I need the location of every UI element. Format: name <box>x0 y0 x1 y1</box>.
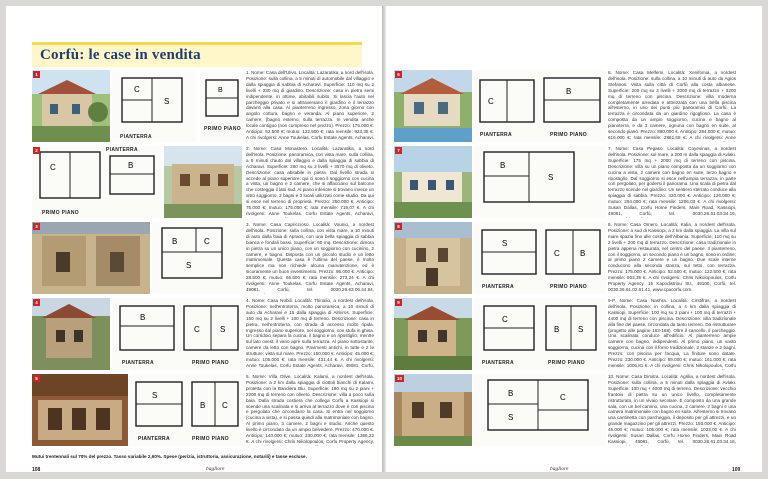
right-page <box>386 6 762 472</box>
plan-label-first: PRIMO PIANO <box>548 360 585 366</box>
listing-description: 9-P. Nome: Casa Nashra. Località: Cirstifras, a nordest dell'isola. Posizione: in collina, a 4 km dalla spiaggia di Kassiopi. Superficie: 100 mq su 2 piani + 100 mq di terrazzi + 4400 mq di terreno con piscina. Descrizione: villa tradizionale alla fine del paese, circondata da tanto terreno. Da ristrutturare (progetto alle pagine 163-168). Oltre il cancello, il parcheggio. Una scalinata conduce all'edificio. Al pianterreno ampie camere con bagno, indipendenti. Al primo piano, un vasto soggiorno, cucina con il forno tradizionale, 2 stanze e 2 bagni. Prezzo: con piscina per l'acqua, La finiture sono datate. Prezzo: 230.000 €. Anticipo: 69.000 €; mutuo: 161.000 €; rata mensile: 1006,81 €. A chi rivolgersi: Chris Nikolopoulos, Corfu <box>608 298 736 368</box>
listing-description: 8. Nome: Casa Omero. Località: Kalia, a nordest dell'isola. Posizione: a sud di Kassiopi, a 2 km dalla spiaggia. La villa sul mare spazia fino alle coste dell'Albania. Superficie: 110 mq su 2 livelli + 200 mq di terrazzo. Descrizione: casa tradizionale in pietra appena restaurata, nel centro del paese. Il pianterreno, con il soggiorno, un secondo piano e un bagno, sono in ordine; al primo piano 2 camere e un bagno. Due scale interne conducono alla seconda stanza, sul tetto, con terrazza. Prezzo: 175.000 €. Anticipo: 52.500 €; mutuo: 122.500 €; rata mensile: 503,35 €. A chi rivolgersi: Chris Nikolopoulos, Corfu Property Agency, 15 Kapodistriou Str., 49100, Corfù, tel. 0030.26.61.02.61.41, www.cpacorfu.com. <box>608 222 736 292</box>
listing-1 <box>32 70 376 142</box>
plan-label-ground: PIANTERRA <box>122 360 154 366</box>
listing-number-badge: 4 <box>33 299 40 306</box>
floor-plan-ground <box>474 374 606 446</box>
svg-text:B: B <box>554 325 560 334</box>
floor-plan-ground <box>112 298 244 370</box>
page-number-right: 109 <box>732 467 741 472</box>
house-photo <box>394 298 472 370</box>
listing-9 <box>394 298 738 370</box>
svg-text:B: B <box>200 401 206 410</box>
page-title: Corfù: le case in vendita <box>40 47 201 63</box>
floor-plan-ground <box>474 298 606 370</box>
plan-label-first: PRIMO PIANO <box>42 210 79 216</box>
svg-text:B: B <box>580 249 586 258</box>
svg-text:S: S <box>508 413 514 422</box>
floor-plan-ground <box>130 374 244 446</box>
floor-plan-ground <box>474 222 606 294</box>
svg-text:C: C <box>204 237 210 246</box>
listing-6 <box>394 70 738 142</box>
plan-label-ground: PIANTERRA <box>482 284 514 290</box>
plan-label-first: PRIMO PIANO <box>204 126 241 132</box>
house-photo <box>394 70 472 142</box>
left-page <box>6 6 382 472</box>
listing-5 <box>32 374 376 446</box>
svg-text:B: B <box>218 87 223 94</box>
listing-description: 10. Nome: Casa Dimitra. Località: Agrilia, a nordest dell'isola. Posizione: sulla collina, a 5 minuti dalla spiaggia di Avlaki. Superficie: 100 mq + 4000 mq di terreno. Descrizione: vecchio frantoio di pietra su un unico livello, completamente ristrutturato, in un vivaio secolare. È composto da una grande sala, con un bel camino, una cucina, 2 camere, 2 bagni e una camera matrimoniale con bagno en suite. All'esterno si trovano una cantinetta con parcheggio, il deposito per gli attrezzi, e un grande magazzino per gli attrezzi. Prezzo: 150.000 €. Anticipo: 45.000 €; mutuo: 105.000 €; rata mensile: 1033,00 €. A chi rivolgersi: Susan Dallas, Corfu Home Finders, Main Road Kassiopi, 49081, Corfù, tel. 0030.26.61.03.34.16, <box>608 374 736 444</box>
listing-number-badge: 1 <box>33 71 40 78</box>
svg-text:C: C <box>502 315 508 324</box>
house-photo <box>394 374 472 446</box>
magazine-logo-right: bagliore <box>550 466 569 472</box>
plan-label-ground: PIANTERRA <box>106 147 138 153</box>
plan-label-first: PRIMO PIANO <box>550 284 587 290</box>
listing-number-badge: 7 <box>395 147 402 154</box>
svg-text:C: C <box>194 325 200 334</box>
svg-text:B: B <box>508 389 514 398</box>
svg-text:S: S <box>186 261 192 270</box>
plan-label-first: PRIMO PIANO <box>550 132 587 138</box>
listing-description: 6. Nome: Casa Melfemi. Località: Xenifomia, a nordest dell'isola. Posizione: sulla collina, a 10 minuti di auto da Agios Stefanos. Vista sulla città di Corfù alla costa albanese. Superficie: 200 mq su 3 livelli + 2000 mq di terrazzo + 3200 mq di terreno con piscina. Descrizione: villa moderna completamente arredata e attrezzata con una bella piscina all'esterno, in uno dei punti più panoramici di Corfù. La terrazza è circondata da un giardino rigoglioso. La casa è composta da un ampio soggiorno, cucina e bagno al pianoterra, e da 3 camere, ognuna con bagno en suite, al secondo piano. Prezzo: 880.000 €. Anticipo: 264.000 €; mutuo: 616.000 €; rata mensile: 2861,58 €. A chi rivolgersi: Anne <box>608 70 736 140</box>
title-bar <box>32 42 362 67</box>
plan-label-ground: PIANTERRA <box>120 134 152 140</box>
listing-number-badge: 10 <box>396 376 402 381</box>
floor-plan-ground <box>152 222 244 294</box>
listing-description: 1. Nome: Casa dell'Ulivo. Località: Lazaratika, a nord dell'isola. Posizione: sulla collina, a 5 minuti di automobile dal villaggio e dalla spiaggia di sabbia di Acharavi. Superficie: 110 mq su 2 livelli + 230 mq di giardino. Descrizione: casa in pietra semi indipendente, in ottime, abitabili subito. Si lascia l'auto nel parcheggio privato e si attraversano il giardino e il terrazzo davanti alla casa. Al pianterreno ingresso, zona giorno con angolo cottura, bagno e veranda. Al piano superiore, 2 camere, (bagno esterno, sulla terrazza. In vendita anche locale contiguo (non compreso nel prezzo). Prezzo: 175.000 €. Anticipo: 52.500 €; mutuo: 122.500 €; rata mensile: 923,35 €. A chi rivolgersi: Anne Toukelas, Corfu Estate Agents, Acharavi, <box>246 70 374 140</box>
svg-text:S: S <box>164 97 170 106</box>
floor-plan-ground <box>32 146 162 218</box>
svg-text:C: C <box>554 249 560 258</box>
svg-text:C: C <box>50 163 56 172</box>
svg-text:S: S <box>548 173 554 182</box>
listing-description: 2. Nome: Casa Monastero. Località: Lazaratika, a nord dell'isola. Posizione: panoramica, con vista mare, sulla collina, a 5 minuti d'auto dal villaggio e dalla spiaggia di sabbia di Acharavi. Superficie: 260 mq su 2 livelli + 3570 mq di oliveto. Descrizione: casa abitabile in pietra. Dal livello strada si accede al piano superiore: qui ci sono il soggiorno con cucina a vista, un bagno e 2 camere, che si affacciano sul balcone che costeggia il lato sud. Al piano inferiore si trovano invece un altro soggiorno, 2 bagni e 3 locali utilizzati come studio. Da qui si esce nel terreno di proprietà. Prezzo: 250.000 €. Anticipo: 75.000 €; mutuo: 175.000 €; rata mensile: 719,07 €. A chi rivolgersi: Anne Toukelas, Corfu Estate Agents, Acharavi, <box>246 146 374 216</box>
plan-label-ground: PIANTERRA <box>480 132 512 138</box>
svg-text:C: C <box>488 97 494 106</box>
svg-text:C: C <box>134 85 140 94</box>
plan-label-ground: PIANTERRA <box>482 360 514 366</box>
svg-text:B: B <box>566 87 572 96</box>
listing-8 <box>394 222 738 294</box>
listing-description: 7. Nome: Casa Pegaso. Località: Coyevinas, a nordest dell'isola. Posizione: sul mare, a 200 m dalla spiaggia di Avlaki. Superficie: 175 mq + 2000 mq di terreno con piscina. Descrizione: villa su un piano composta da un soggiorno con cucina a vista, 2 camere con bagno en suite, terzo bagno e ripostiglio. Dal soggiorno si esce nell'ampia terrazza, in parte con pergolato, per godersi il panorama. Una scala di pietra dal terrazzo scende nel giardino. Un sentiero sterrato conduce alla spiaggia di sabbia. Prezzo: 420.000 €. Anticipo: 126.000 €; mutuo: 294.000 €; rata mensile: 1206,03 €. A chi rivolgersi: Susan Dallas, Corfu Home Finders, Main Road, Kassiopi, 49081, Corfù, tel. 0030.26.61.03.34.16, <box>608 146 736 216</box>
listing-description: 5. Nome: Villa Olive. Località: Kalami, a nordest dell'isola. Posizione: a 2 km dalla spiaggia di ciottoli bianchi di Kalami, protetta con la Bandiera Blu. Superficie: 180 mq su 2 piani + 2200 mq di terreno con oliveto. Descrizione: villa a poco sulla baia. Dalla strada costiera che collega Corfù a Kassiopi si scende una scalinata e si arriva al terrazzo dove è con piscina e pergolato che circondano la casa. Si entra nel soggiorno (cucina a vista), e si passa quindi alla matrimoniale con bagno. Al primo piano, 3 camere, 2 bagni e studio. Anche questo livello è circondato da un ampio belvedere. Prezzo: 470.000 €. Anticipo: 140.000 €; mutuo: 330.000 €; rata mensile: 1366,22 €. A chi rivolgersi: Chris Nikolopoulos, Corfu Property Agency, <box>246 374 374 444</box>
listing-3 <box>32 222 376 294</box>
svg-text:S: S <box>578 325 584 334</box>
listing-number-badge: 2 <box>33 147 40 154</box>
floor-plan-ground <box>474 146 606 218</box>
svg-text:C: C <box>222 401 228 410</box>
svg-text:B: B <box>172 237 178 246</box>
svg-text:C: C <box>560 393 566 402</box>
plan-label-first: PRIMO PIANO <box>192 360 229 366</box>
house-photo <box>164 146 242 218</box>
listing-description: 3. Nome: Casa Capriccioso. Località: Vounio, a nordest dell'isola. Posizione: sulla collina, con vista mare, a 10 minuti di auto dalla baia di Apraos, con una bella spiaggia di sabbia bianca e fondali bassi. Superficie: 60 mq. Descrizione: dimora in pietra su un unico piano, con un soggiorno con cucinino, 2 camere, e bagno. Disposta con un piccolo studio e un letto matrimoniale. Questa casa è l'ultima del paese, è molto semplice ma non richiede alcuna manutenzione, ed è sicuramente un buon investimento. Prezzo: 95.000 €. Anticipo: 28.500 €; mutuo: 66.500 €; rata mensile: 273,24 €. A chi rivolgersi: Anne Toukelas, Corfu Estate Agents, Acharavi, 49081, Corfù, tel. 0030.26.63.06.44.94, <box>246 222 374 292</box>
listing-number-badge: 6 <box>395 71 402 78</box>
svg-text:S: S <box>220 325 226 334</box>
floor-plan-ground <box>474 70 606 142</box>
magazine-logo-left: bagliore <box>206 466 225 472</box>
svg-text:B: B <box>140 313 146 322</box>
plan-label-first: PRIMO PIANO <box>192 436 229 442</box>
svg-text:S: S <box>152 391 158 400</box>
listing-7 <box>394 146 738 218</box>
listing-number-badge: 5 <box>33 375 40 382</box>
svg-text:B: B <box>500 161 506 170</box>
house-photo <box>32 70 110 142</box>
house-photo <box>32 222 150 294</box>
svg-text:S: S <box>502 239 508 248</box>
house-photo <box>32 298 110 370</box>
svg-text:B: B <box>128 161 134 170</box>
house-photo <box>394 222 472 294</box>
plan-label-ground: PIANTERRA <box>138 436 170 442</box>
house-photo <box>32 374 128 446</box>
mortgage-note: Mutui trentennali sul 70% del prezzo. Tasso variabile 2,60%. Spese (perizia, istruttoria, assicurazione, notarili) e tasse escluse. <box>32 454 307 459</box>
listing-number-badge: 8 <box>395 223 402 230</box>
floor-plan-first <box>200 70 244 142</box>
house-photo <box>394 146 472 218</box>
listing-number-badge: 9 <box>395 299 402 306</box>
listing-4 <box>32 298 376 370</box>
listing-number-badge: 3 <box>33 223 40 230</box>
listing-10 <box>394 374 738 446</box>
listing-description: 4. Nome: Casa Nobili. Località: Thinalio, a nordest dell'isola. Posizione: nell'entroterra, molto panoramica, a 10 minuti di auto da Acharavi e 15 dalla spiaggia di Almiros. Superficie: 150 mq su 2 livelli + 100 mq di terreno. Descrizione: casa in pietra, nell'entroterra, con strada di accesso molto ripida. Ingresso dal piano superiore, nel soggiorno, con stufa in ghisa. Un corridoio separa la cucina, il bagno e un ripostiglio, mentre sul lato ovest, il vano apre sulla terrazza. Al piano sottostante, camere da letto con bagno. Pavimenti antichi, in tutte e 2 le strutture; vista sul mare. Prezzo: 150.000 €. Anticipo: 45.000 €; mutuo: 105.000 €; rata mensile: 431,44 €. A chi rivolgersi: Anne Toukelas, Corfu Estate Agents, Acharavi, 49081, Corfù, <box>246 298 374 368</box>
page-number-left: 108 <box>32 467 41 472</box>
floor-plan-ground <box>112 70 196 142</box>
listing-2 <box>32 146 376 218</box>
